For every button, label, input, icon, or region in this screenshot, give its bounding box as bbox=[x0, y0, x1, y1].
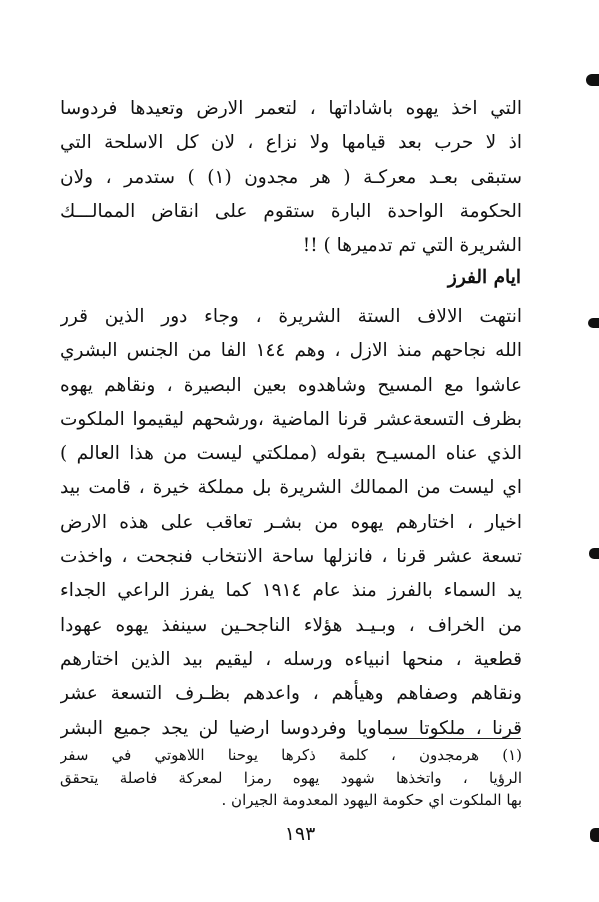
text-line: بظرف التسعةعشر قرنا الماضية ،ورشحهم ليقيموا الملكوت bbox=[60, 408, 522, 430]
text-line: قطعية ، منحها انبياءه ورسله ، ليقيم بيد الذين اختارهم bbox=[60, 648, 522, 670]
text-line: اخيار ، اختارهم يهوه من بشـر تعاقب على هذه الارض bbox=[60, 511, 522, 533]
page-number: ١٩٣ bbox=[284, 823, 316, 845]
top-paragraph bbox=[60, 92, 522, 263]
scan-edge-mark bbox=[586, 74, 599, 86]
footnote-divider bbox=[389, 738, 521, 739]
section-heading: ايام الفرز bbox=[447, 267, 521, 288]
text-line: الله نجاحهم منذ الازل ، وهم ١٤٤ الفا من الجنس البشري bbox=[60, 340, 522, 362]
main-paragraph bbox=[60, 300, 522, 746]
text-line: تسعة عشر قرنا ، فانزلها ساحة الانتخاب فنجحت ، واخذت bbox=[60, 546, 522, 568]
text-line: التي اخذ يهوه باشاداتها ، لتعمر الارض وتعيدها فردوسا bbox=[60, 98, 522, 119]
footnote-line: الرؤيا ، واتخذها شهود يهوه رمزا لمعركة فاصلة يتحقق bbox=[60, 768, 522, 787]
text-line: ونقاهم وصفاهم وهيأهم ، واعدهم بظـرف التسعة عشر bbox=[60, 683, 522, 705]
footnote-line: (١) هرمجدون ، كلمة ذكرها يوحنا اللاهوتي في سفر bbox=[60, 746, 522, 764]
text-line: ستبقى بعـد معركـة ( هر مجدون (١) ) ستدمر ، ولان bbox=[60, 166, 522, 188]
text-line: يد السماء بالفرز منذ عام ١٩١٤ كما يفرز الراعي الجداء bbox=[60, 580, 522, 602]
footnote-line: بها الملكوت اي حكومة اليهود المعدومة الجيران . bbox=[221, 791, 522, 809]
text-line: الحكومة الواحدة البارة ستقوم على انقاض الممالـــك bbox=[60, 200, 522, 222]
text-line: الشريرة التي تم تدميرها ) !! bbox=[302, 235, 522, 257]
text-line: قرنا ، ملكوتا سماويا وفردوسا ارضيا لن يجد جميع البشر bbox=[60, 717, 522, 739]
text-line: الذي عناه المسيـح بقوله (مملكتي ليست من هذا العالم ) bbox=[60, 443, 522, 465]
text-line: عاشوا مع المسيح وشاهدوه بعين البصيرة ، ونقاهم يهوه bbox=[60, 374, 522, 396]
scan-edge-mark bbox=[588, 318, 599, 328]
text-line: اي ليست من الممالك الشريرة بل مملكة خيرة ، قامت بيد bbox=[60, 477, 522, 499]
scan-edge-mark bbox=[590, 828, 599, 842]
footnote bbox=[60, 744, 522, 812]
text-line: اذ لا حرب بعد قيامها ولا نزاع ، لان كل الاسلحة التي bbox=[60, 132, 522, 154]
scan-edge-mark bbox=[589, 548, 599, 559]
text-line: انتهت الالاف الستة الشريرة ، وجاء دور الذين قرر bbox=[60, 306, 522, 327]
text-line: من الخراف ، وبـيـد هؤلاء الناجحـين سينفذ يهوه عهودا bbox=[60, 614, 522, 636]
